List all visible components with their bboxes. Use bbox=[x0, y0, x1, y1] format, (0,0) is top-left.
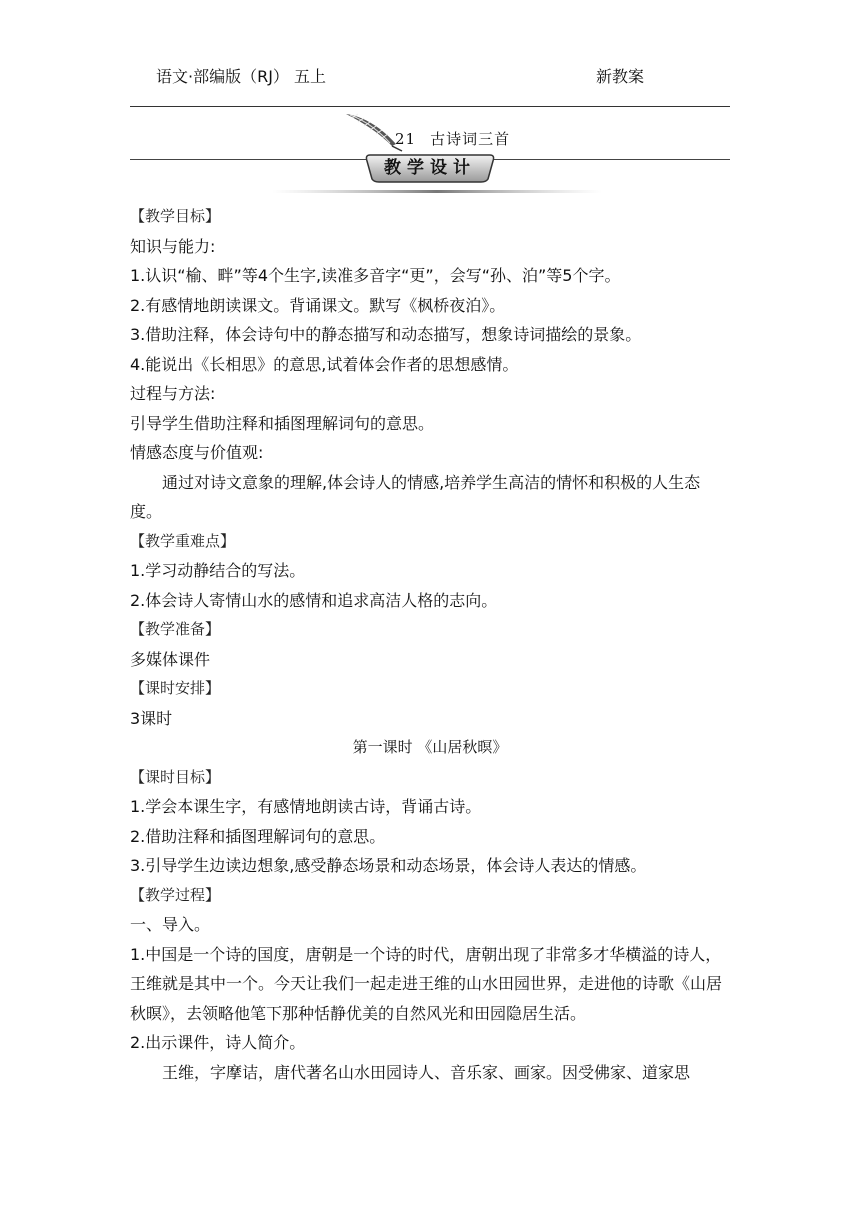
subheading-process: 过程与方法: bbox=[130, 384, 216, 403]
paragraph: 2.有感情地朗读课文。背诵课文。默写《枫桥夜泊》。 bbox=[130, 295, 506, 315]
section-heading-key-points: 【教学重难点】 bbox=[130, 531, 236, 550]
header-book-title: 语文·部编版（RJ） 五上 bbox=[156, 67, 327, 86]
paragraph: 1.学会本课生字，有感情地朗读古诗，背诵古诗。 bbox=[130, 797, 482, 816]
section-heading-process: 【教学过程】 bbox=[130, 885, 221, 904]
paragraph: 2.出示课件，诗人简介。 bbox=[130, 1033, 306, 1052]
lesson-period-title: 第一课时 《山居秋暝》 bbox=[352, 738, 508, 756]
lesson-number: 21 bbox=[395, 130, 417, 148]
paragraph: 多媒体课件 bbox=[130, 649, 211, 669]
lesson-name: 古诗词三首 bbox=[430, 130, 511, 148]
paragraph: 1.学习动静结合的写法。 bbox=[130, 561, 306, 580]
section-heading-period-objectives: 【课时目标】 bbox=[130, 767, 221, 786]
banner-label: 教学设计 bbox=[384, 158, 476, 178]
paragraph: 一、导入。 bbox=[130, 915, 211, 934]
paragraph: 3课时 bbox=[130, 708, 173, 728]
paragraph: 引导学生借助注释和插图理解词句的意思。 bbox=[130, 413, 435, 433]
section-heading-schedule: 【课时安排】 bbox=[130, 679, 221, 697]
section-heading-objectives: 【教学目标】 bbox=[130, 207, 221, 225]
paragraph: 3.引导学生边读边想象,感受静态场景和动态场景，体会诗人表达的情感。 bbox=[130, 856, 647, 875]
paragraph: 4.能说出《长相思》的意思,试着体会作者的思想感情。 bbox=[130, 354, 519, 374]
header-edition-label: 新教案 bbox=[596, 67, 645, 86]
paragraph: 1.中国是一个诗的国度，唐朝是一个诗的时代，唐朝出现了非常多才华横溢的诗人，王维就是其中一个。今天让我们一起走进王维的山水田园世界，走进他的诗歌《山居秋暝》，去领略他笔下那种恬静优美的自然风光和田园隐居生活。 bbox=[130, 944, 723, 1023]
paragraph: 3.借助注释，体会诗句中的静态描写和动态描写，想象诗词描绘的景象。 bbox=[130, 325, 642, 344]
subheading-knowledge: 知识与能力: bbox=[130, 236, 216, 256]
header-divider bbox=[130, 106, 730, 107]
paragraph: 王维，字摩诘，唐代著名山水田园诗人、音乐家、画家。因受佛家、道家思 bbox=[162, 1062, 691, 1082]
paragraph: 2.借助注释和插图理解词句的意思。 bbox=[130, 826, 386, 846]
paragraph: 2.体会诗人寄情山水的感情和追求高洁人格的志向。 bbox=[130, 590, 498, 610]
lesson-title bbox=[395, 128, 510, 149]
paragraph: 通过对诗文意象的理解,体会诗人的情感,培养学生高洁的情怀和积极的人生态度。 bbox=[130, 472, 701, 521]
section-heading-preparation: 【教学准备】 bbox=[130, 620, 221, 638]
lesson-plan-body bbox=[130, 202, 730, 1087]
teaching-design-banner bbox=[364, 153, 496, 183]
subheading-attitude: 情感态度与价值观: bbox=[130, 443, 264, 462]
paragraph: 1.认识“榆、畔”等4个生字,读准多音字“更”，会写“孙、泊”等5个字。 bbox=[130, 266, 621, 285]
banner-underline bbox=[272, 190, 602, 194]
